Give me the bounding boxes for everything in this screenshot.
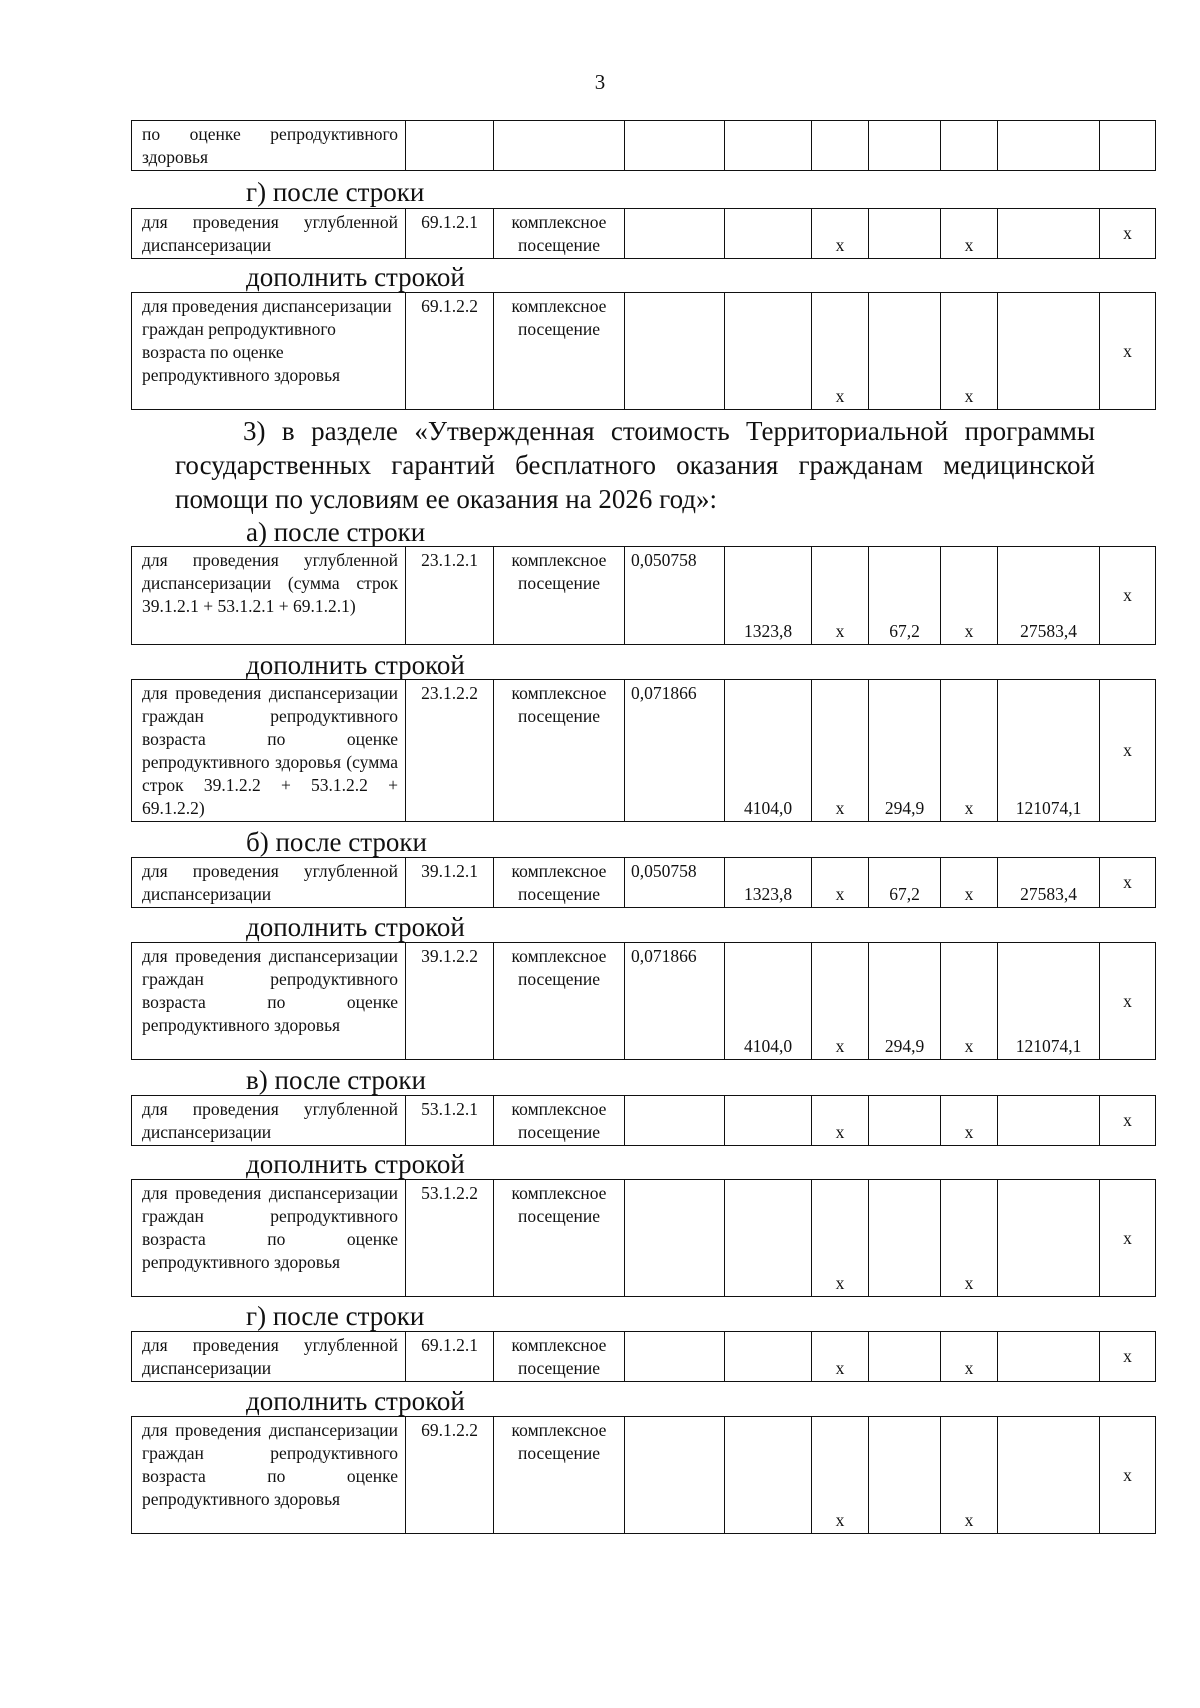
row-unit: комплексное посещение (494, 547, 625, 645)
row-cost (725, 1417, 812, 1534)
row-cost (725, 209, 812, 259)
row-cell-10 (1100, 121, 1156, 171)
row-cell-8: х (941, 858, 998, 908)
row-cell-9: 121074,1 (998, 943, 1100, 1060)
row-norm (625, 1417, 725, 1534)
row-description: для проведения углубленной диспансеризации (132, 1096, 406, 1146)
table-row (132, 1332, 1156, 1382)
row-cell-10: х (1100, 293, 1156, 410)
table-row-block (131, 208, 1156, 259)
row-unit: комплексное посещение (494, 858, 625, 908)
row-cell-9 (998, 293, 1100, 410)
section-heading: г) после строки (246, 177, 425, 207)
row-norm: 0,050758 (625, 547, 725, 645)
row-cell-6: х (812, 293, 869, 410)
table-row-block (131, 1331, 1156, 1382)
row-code: 23.1.2.1 (406, 547, 494, 645)
table-row-block (131, 679, 1156, 822)
row-cell-9 (998, 1180, 1100, 1297)
row-code: 39.1.2.1 (406, 858, 494, 908)
row-unit: комплексное посещение (494, 1096, 625, 1146)
row-norm (625, 1180, 725, 1297)
row-cost (725, 121, 812, 171)
table-row-block (131, 292, 1156, 410)
row-code: 39.1.2.2 (406, 943, 494, 1060)
row-cell-9 (998, 1096, 1100, 1146)
row-description: для проведения диспансеризации граждан репродуктивного возраста по оценке репродуктивного здоровья (132, 943, 406, 1060)
row-cell-7: 67,2 (869, 547, 941, 645)
table-row-block (131, 1416, 1156, 1534)
row-description: для проведения диспансеризации граждан репродуктивного возраста по оценке репродуктивного здоровья (сумма строк 39.1.2.2 + 53.1.2.2 + 69.1.2.2) (132, 680, 406, 822)
row-description: по оценке репродуктивного здоровья (132, 121, 406, 171)
table-row (132, 1417, 1156, 1534)
row-norm: 0,071866 (625, 943, 725, 1060)
table-row (132, 1096, 1156, 1146)
row-cost: 4104,0 (725, 943, 812, 1060)
row-cell-10: х (1100, 1417, 1156, 1534)
row-norm (625, 121, 725, 171)
table-fragment-top (131, 120, 1156, 171)
row-description: для проведения диспансеризации граждан репродуктивного возраста по оценке репродуктивного здоровья (132, 1180, 406, 1297)
row-cell-6: х (812, 858, 869, 908)
row-unit (494, 121, 625, 171)
row-cell-7 (869, 1096, 941, 1146)
row-unit: комплексное посещение (494, 1332, 625, 1382)
row-cell-8: х (941, 209, 998, 259)
row-unit: комплексное посещение (494, 209, 625, 259)
row-cell-7: 67,2 (869, 858, 941, 908)
row-description: для проведения углубленной диспансеризации (132, 209, 406, 259)
row-cell-6: х (812, 209, 869, 259)
row-cell-9 (998, 209, 1100, 259)
row-cell-6: х (812, 680, 869, 822)
row-cell-9 (998, 121, 1100, 171)
row-cell-7: 294,9 (869, 943, 941, 1060)
row-code: 53.1.2.1 (406, 1096, 494, 1146)
row-cell-10: х (1100, 1332, 1156, 1382)
section-heading: а) после строки (246, 517, 426, 547)
table-row (132, 121, 1156, 171)
section-heading: дополнить строкой (246, 1386, 465, 1416)
row-cell-10: х (1100, 1180, 1156, 1297)
row-cell-6: х (812, 547, 869, 645)
row-cell-8: х (941, 1332, 998, 1382)
row-code: 69.1.2.1 (406, 209, 494, 259)
row-cell-8: х (941, 1417, 998, 1534)
row-cell-7: 294,9 (869, 680, 941, 822)
row-cell-7 (869, 121, 941, 171)
row-cell-6 (812, 121, 869, 171)
row-cell-10: х (1100, 1096, 1156, 1146)
table-row-block (131, 942, 1156, 1060)
row-cell-10: х (1100, 943, 1156, 1060)
row-cell-8 (941, 121, 998, 171)
row-cost (725, 293, 812, 410)
row-code: 53.1.2.2 (406, 1180, 494, 1297)
row-cell-7 (869, 1180, 941, 1297)
table-row-block (131, 546, 1156, 645)
row-cell-9: 121074,1 (998, 680, 1100, 822)
row-cell-8: х (941, 943, 998, 1060)
row-cell-10: х (1100, 547, 1156, 645)
row-code: 23.1.2.2 (406, 680, 494, 822)
row-code: 69.1.2.2 (406, 293, 494, 410)
table-row (132, 858, 1156, 908)
row-cell-6: х (812, 1180, 869, 1297)
row-cell-7 (869, 1417, 941, 1534)
row-cell-7 (869, 209, 941, 259)
table-row (132, 209, 1156, 259)
row-cell-8: х (941, 1096, 998, 1146)
table-row (132, 293, 1156, 410)
row-unit: комплексное посещение (494, 1417, 625, 1534)
row-cost (725, 1180, 812, 1297)
section-heading: б) после строки (246, 827, 427, 857)
row-cell-8: х (941, 680, 998, 822)
row-cost (725, 1332, 812, 1382)
row-description: для проведения углубленной диспансеризации (сумма строк 39.1.2.1 + 53.1.2.1 + 69.1.2.1) (132, 547, 406, 645)
section-heading: дополнить строкой (246, 650, 465, 680)
row-cost: 1323,8 (725, 547, 812, 645)
row-cell-8: х (941, 1180, 998, 1297)
row-cell-6: х (812, 1332, 869, 1382)
section-heading: дополнить строкой (246, 1149, 465, 1179)
row-description: для проведения углубленной диспансеризации (132, 1332, 406, 1382)
row-cell-7 (869, 293, 941, 410)
row-cell-6: х (812, 1417, 869, 1534)
row-norm: 0,050758 (625, 858, 725, 908)
row-unit: комплексное посещение (494, 680, 625, 822)
row-cell-6: х (812, 943, 869, 1060)
row-description: для проведения диспансеризации граждан репродуктивного возраста по оценке репродуктивного здоровья (132, 1417, 406, 1534)
table-row (132, 1180, 1156, 1297)
row-norm (625, 209, 725, 259)
table-row-block (131, 1095, 1156, 1146)
row-code: 69.1.2.1 (406, 1332, 494, 1382)
section-heading: дополнить строкой (246, 912, 465, 942)
row-code (406, 121, 494, 171)
row-code: 69.1.2.2 (406, 1417, 494, 1534)
table-row (132, 680, 1156, 822)
row-cell-9 (998, 1417, 1100, 1534)
row-unit: комплексное посещение (494, 293, 625, 410)
row-cost: 4104,0 (725, 680, 812, 822)
row-cell-9: 27583,4 (998, 858, 1100, 908)
row-cell-10: х (1100, 209, 1156, 259)
row-norm (625, 1096, 725, 1146)
row-cell-8: х (941, 293, 998, 410)
page-number: 3 (594, 70, 606, 94)
row-unit: комплексное посещение (494, 1180, 625, 1297)
table-row-block (131, 1179, 1156, 1297)
row-cell-9: 27583,4 (998, 547, 1100, 645)
table-row (132, 547, 1156, 645)
row-norm (625, 293, 725, 410)
row-cell-8: х (941, 547, 998, 645)
row-description: для проведения диспансеризации граждан репродуктивного возраста по оценке репродуктивного здоровья (132, 293, 406, 410)
row-cost: 1323,8 (725, 858, 812, 908)
row-cell-6: х (812, 1096, 869, 1146)
table-row (132, 943, 1156, 1060)
row-cell-7 (869, 1332, 941, 1382)
section-paragraph: 3) в разделе «Утвержденная стоимость Территориальной программы государственных гарантий бесплатного оказания гражданам медицинской помощи по условиям ее оказания на 2026 год»: (175, 416, 1095, 514)
section-heading: дополнить строкой (246, 262, 465, 292)
row-description: для проведения углубленной диспансеризации (132, 858, 406, 908)
row-cell-10: х (1100, 680, 1156, 822)
row-norm (625, 1332, 725, 1382)
row-unit: комплексное посещение (494, 943, 625, 1060)
table-row-block (131, 857, 1156, 908)
row-norm: 0,071866 (625, 680, 725, 822)
section-heading: в) после строки (246, 1065, 426, 1095)
row-cell-9 (998, 1332, 1100, 1382)
row-cost (725, 1096, 812, 1146)
section-heading: г) после строки (246, 1301, 425, 1331)
row-cell-10: х (1100, 858, 1156, 908)
